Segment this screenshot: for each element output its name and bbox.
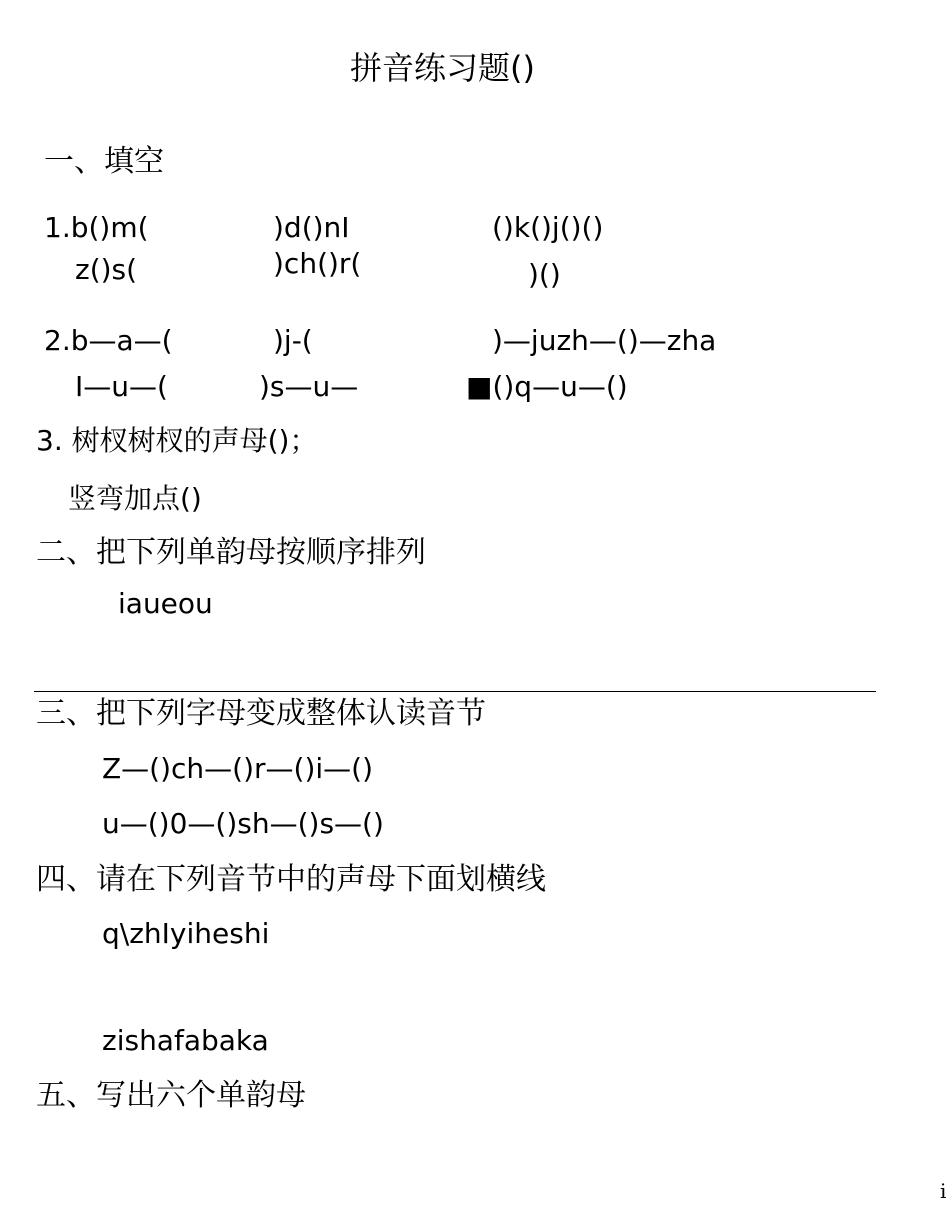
q2-line2-b: )s—u— [259, 370, 359, 403]
section-2-heading: 二、把下列单韵母按顺序排列 [36, 535, 426, 570]
q3-line2: 竖弯加点() [68, 482, 202, 515]
section-3-line1: Z—()ch—()r—()i—() [102, 752, 374, 785]
q1-line1-a: 1.b()m( [44, 211, 149, 244]
section-2-letters: iaueou [118, 587, 213, 620]
q1-line2-c: )() [528, 258, 561, 291]
section-4-line1: q\zhIyiheshi [102, 917, 270, 950]
q2-line1-b: )j-( [273, 324, 313, 357]
section-1-heading: 一、填空 [44, 144, 164, 179]
section-3-line2: u—()0—()sh—()s—() [102, 807, 384, 840]
q2-line2-a: I—u—( [75, 370, 168, 403]
q1-line1-c: ()k()j()() [492, 211, 604, 244]
answer-line [34, 691, 876, 692]
page-marker: i [940, 1179, 947, 1203]
q1-line2-a: z()s( [75, 253, 138, 286]
section-4-heading: 四、请在下列音节中的声母下面划横线 [36, 862, 546, 897]
q2-line1-a: 2.b—a—( [44, 324, 173, 357]
q2-line1-c: )—juzh—()—zha [492, 324, 717, 357]
section-5-heading: 五、写出六个单韵母 [36, 1078, 306, 1113]
page-title: 拼音练习题() [350, 49, 535, 87]
q3-line1: 3. 树杈树杈的声母()； [36, 424, 318, 457]
q2-line2-c: ■()q—u—() [466, 370, 628, 403]
section-4-line2: zishafabaka [102, 1024, 269, 1057]
section-3-heading: 三、把下列字母变成整体认读音节 [36, 696, 486, 731]
q1-line1-b: )d()nI [273, 211, 350, 244]
q1-line2-b: )ch()r( [273, 247, 362, 280]
